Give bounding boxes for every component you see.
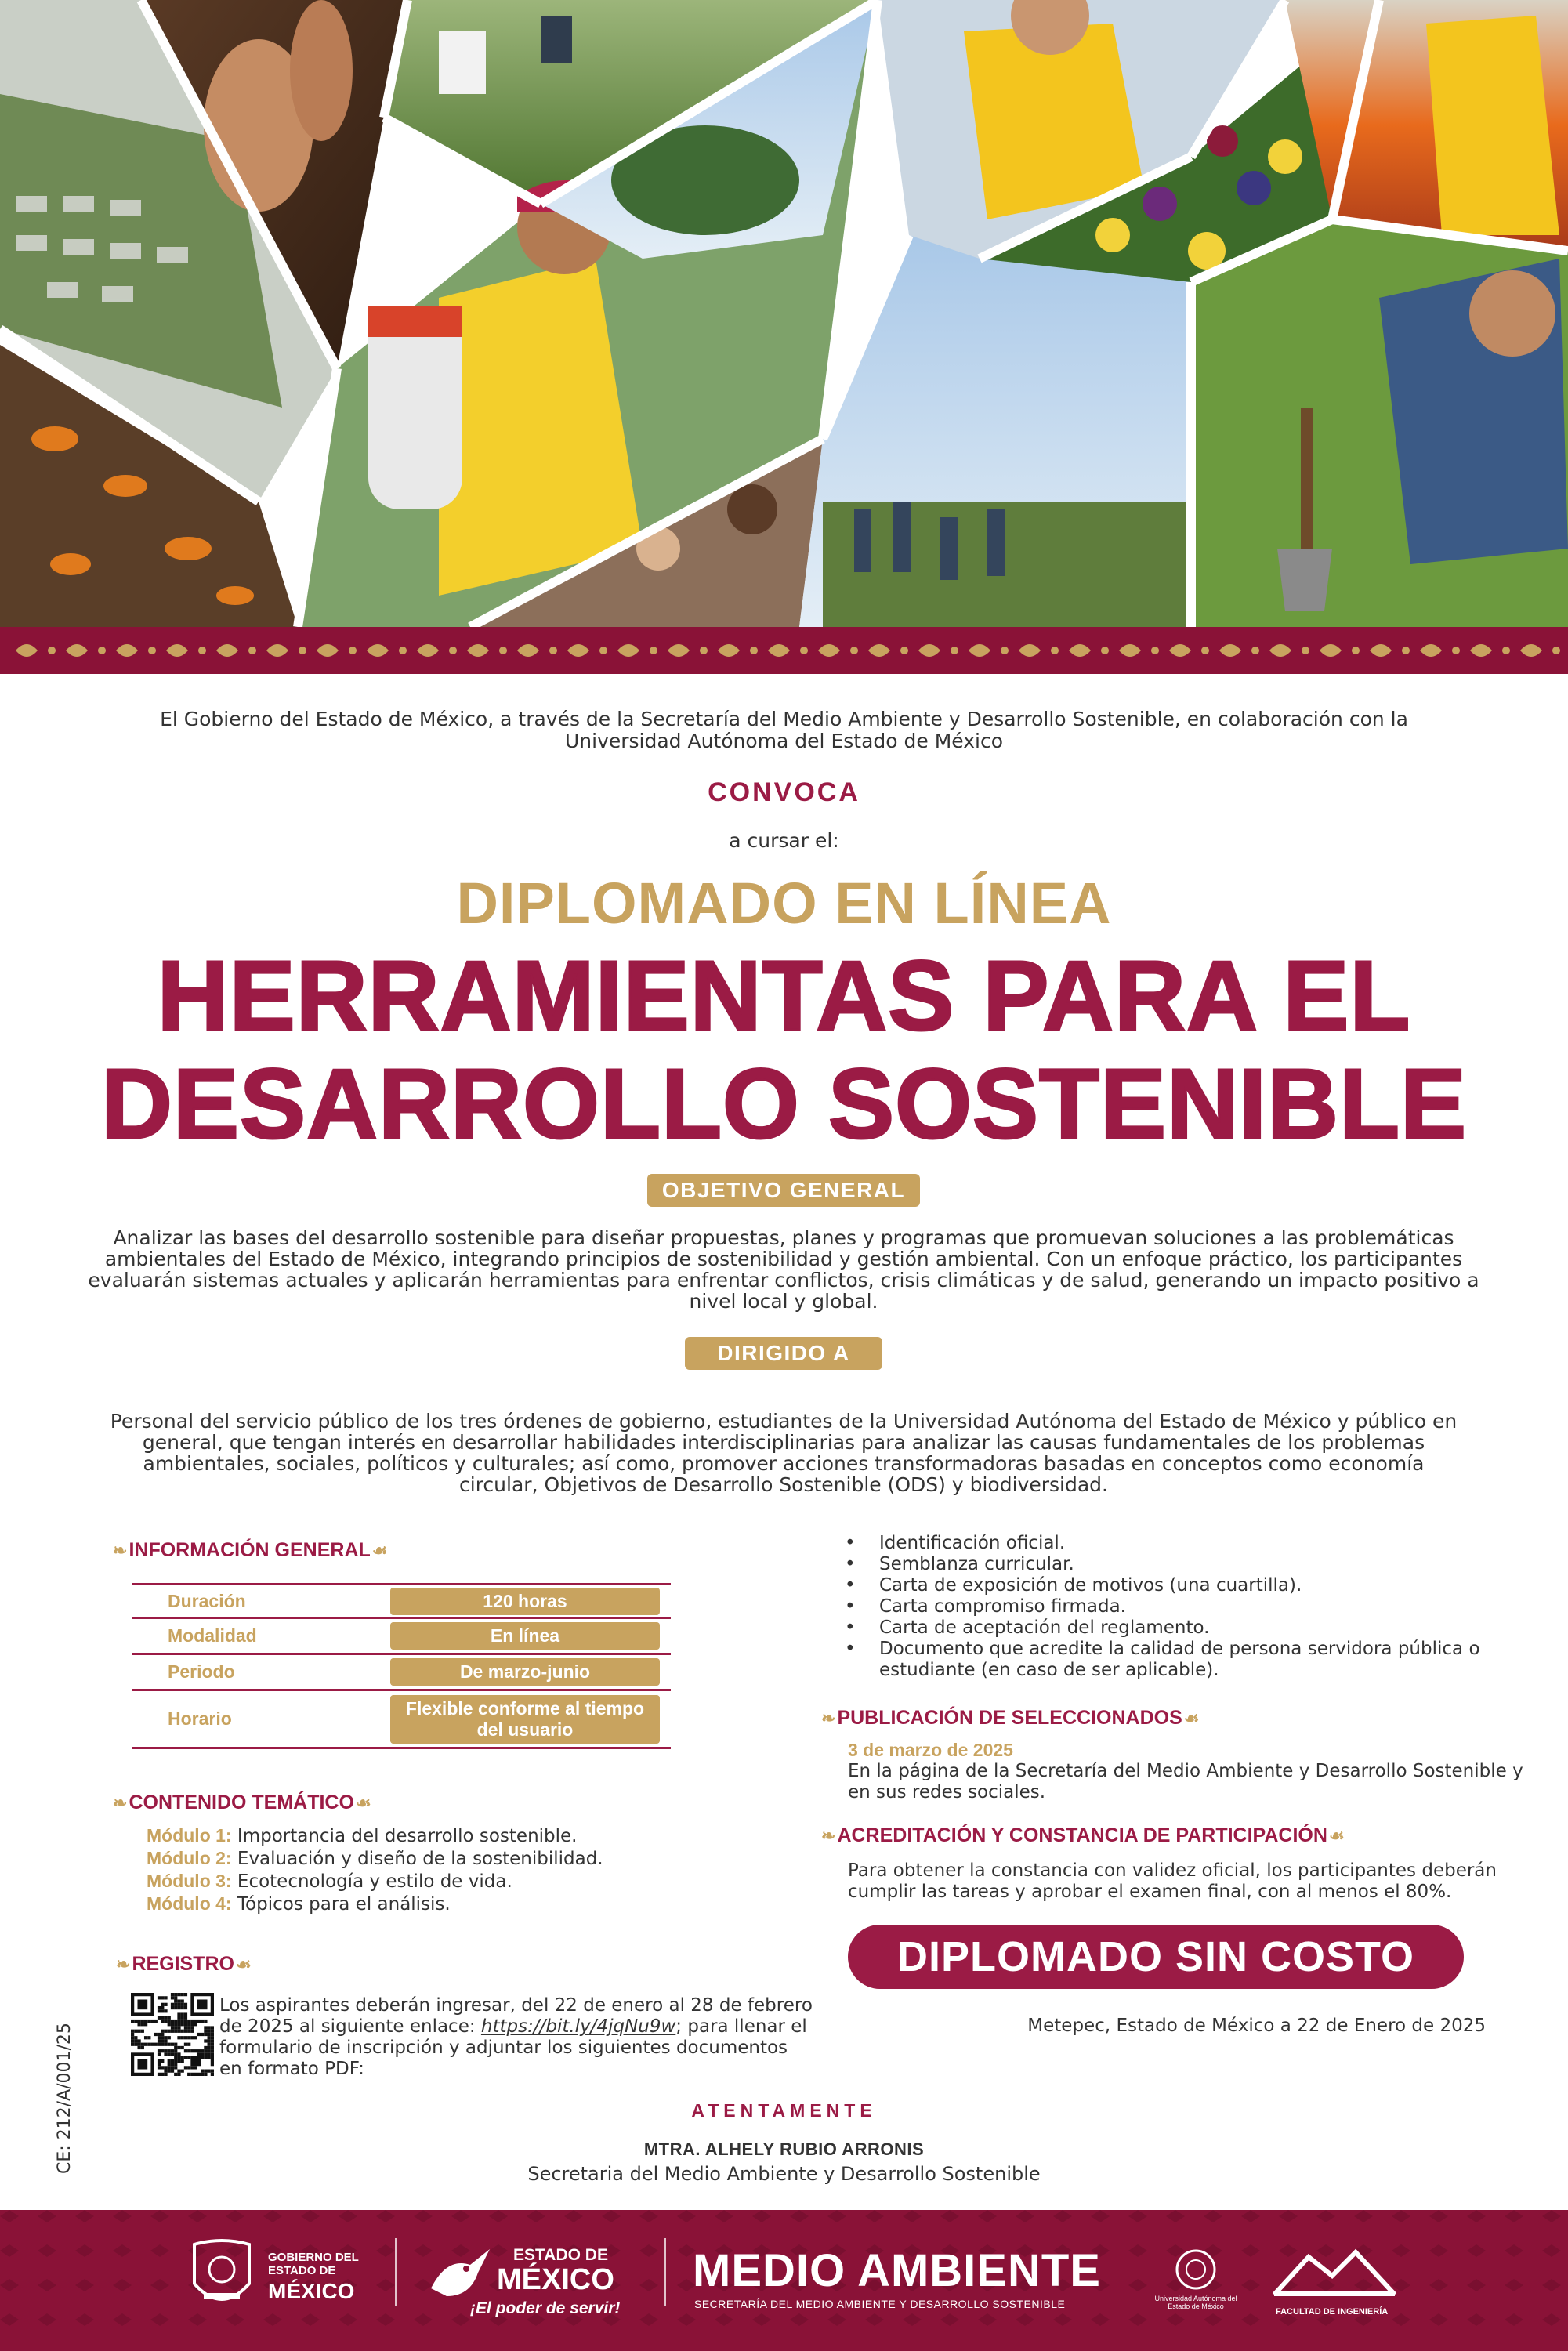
list-item (147, 1847, 603, 1870)
ornament-left-icon: ❧ (116, 1954, 131, 1974)
module-number: Módulo 1: (147, 1825, 232, 1846)
info-label: Periodo (168, 1661, 235, 1682)
module-number: Módulo 2: (147, 1848, 232, 1868)
documentos-list (845, 1533, 1534, 1681)
footer-band (0, 2210, 1568, 2351)
dirigido-heading: DIRIGIDO A (685, 1337, 882, 1370)
ornament-right-icon: ☙ (236, 1954, 252, 1974)
ornament-right-icon: ☙ (355, 1792, 371, 1813)
ornament-band-icon (0, 627, 1568, 674)
list-item (147, 1824, 603, 1847)
estado-line-1: ESTADO DE (513, 2246, 608, 2264)
module-number: Módulo 3: (147, 1871, 232, 1891)
title-line-2: DESARROLLO SOSTENIBLE (100, 1049, 1468, 1159)
publicacion-date: 3 de marzo de 2025 (848, 1740, 1013, 1760)
objetivo-text: Analizar las bases del desarrollo sostenible para diseñar propuestas, planes y programas que promuevan soluciones a las problemáticas ambientales del Estado de México, integrando principios de sostenibilidad y gestión ambiental. Con un enfoque práctico, los participantes evaluarán sistemas actuales y aplicarán herramientas para enfrentar conflictos, crisis climáticas y de salud, generando un impacto positivo a nivel local y global. (88, 1226, 1479, 1313)
list-item: • Carta de aceptación del reglamento. (845, 1617, 1534, 1639)
registro-heading-label: REGISTRO (132, 1953, 235, 1975)
ornament-left-icon: ❧ (821, 1825, 836, 1846)
photo-collage-icon (0, 0, 1568, 627)
dirigido-text: Personal del servicio público de los tres órdenes de gobierno, estudiantes de la Universidad Autónoma del Estado de México y público en general, que tengan interés en desarrollar habilidades interdisciplinarias para analizar las causas fundamentales de los problemas ambientales, sociales, políticos y culturales; así como, promover acciones transformadoras basadas en conceptos como economía circular, Objetivos de Desarrollo Sostenible (ODS) y biodiversidad. (110, 1410, 1458, 1496)
list-item (147, 1893, 603, 1915)
atentamente-label: ATENTAMENTE (691, 2100, 877, 2121)
qr-code-icon[interactable] (131, 1993, 214, 2076)
footer-divider (664, 2238, 666, 2306)
module-text: Ecotecnología y estilo de vida. (237, 1871, 512, 1892)
cursar-text: a cursar el: (729, 829, 839, 852)
info-label: Duración (168, 1590, 246, 1611)
registro-text-a: Los aspirantes deberán ingresar, del 22 de enero al 28 de febrero de 2025 al siguiente enlace: (219, 1995, 813, 2037)
list-item: • Carta de exposición de motivos (una cuartilla). (845, 1575, 1534, 1596)
convoca-heading: CONVOCA (708, 777, 860, 807)
title-line-1: HERRAMIENTAS PARA EL (157, 940, 1411, 1051)
info-row (132, 1619, 671, 1655)
module-text: Evaluación y diseño de la sostenibilidad. (237, 1849, 603, 1869)
info-row (132, 1655, 671, 1691)
gobierno-logo-text (268, 2251, 359, 2277)
ornament-right-icon: ☙ (371, 1540, 388, 1560)
estado-slogan: ¡El poder de servir! (470, 2299, 621, 2317)
registro-text (219, 1995, 815, 2080)
ornament-left-icon: ❧ (113, 1540, 128, 1560)
firmante-name: MTRA. ALHELY RUBIO ARRONIS (643, 2139, 925, 2159)
uaem-text: Universidad Autónoma del Estado de México (1154, 2295, 1237, 2310)
list-item: • Identificación oficial. (845, 1533, 1534, 1554)
publicacion-heading-label: PUBLICACIÓN DE SELECCIONADOS (837, 1707, 1182, 1729)
module-text: Tópicos para el análisis. (237, 1894, 451, 1914)
uaem-seal-icon (1174, 2248, 1218, 2291)
ornament-band (0, 627, 1568, 674)
gobierno-line-2: ESTADO DE (268, 2264, 336, 2277)
objetivo-heading: OBJETIVO GENERAL (647, 1174, 920, 1207)
diplomado-label: DIPLOMADO EN LÍNEA (456, 871, 1112, 936)
medio-ambiente-logo: MEDIO AMBIENTE (693, 2245, 1101, 2296)
info-row (132, 1583, 671, 1619)
list-item (147, 1870, 603, 1893)
registro-heading (116, 1953, 252, 1976)
medio-ambiente-sub: SECRETARÍA DEL MEDIO AMBIENTE Y DESARROLLO SOSTENIBLE (694, 2298, 1066, 2310)
sin-costo-banner: DIPLOMADO SIN COSTO (848, 1925, 1464, 1989)
facultad-text: FACULTAD DE INGENIERÍA (1276, 2307, 1389, 2317)
escudo-edomex-icon (186, 2237, 257, 2315)
module-text: Importancia del desarrollo sostenible. (237, 1826, 578, 1846)
estado-line-2: MÉXICO (497, 2263, 614, 2296)
info-label: Modalidad (168, 1625, 257, 1646)
modules-list (147, 1824, 603, 1915)
ce-code: CE: 212/A/001/25 (55, 2023, 74, 2174)
firmante-cargo: Secretaria del Medio Ambiente y Desarrollo Sostenible (527, 2163, 1041, 2185)
info-value: 120 horas (390, 1588, 660, 1615)
gobierno-line-3: MÉXICO (268, 2279, 355, 2303)
info-general-table (132, 1583, 671, 1749)
info-general-heading-label: INFORMACIÓN GENERAL (129, 1539, 371, 1561)
info-value: Flexible conforme al tiempo del usuario (390, 1695, 660, 1744)
acreditacion-heading (821, 1824, 1345, 1847)
info-row (132, 1691, 671, 1749)
hero-photo-collage (0, 0, 1568, 627)
info-value: En línea (390, 1622, 660, 1650)
registro-text-b: ; para llenar el formulario de inscripción y adjuntar los siguientes documentos en formato PDF: (219, 2016, 807, 2079)
contenido-heading-label: CONTENIDO TEMÁTICO (129, 1791, 354, 1813)
publicacion-text: En la página de la Secretaría del Medio Ambiente y Desarrollo Sostenible y en sus redes sociales. (848, 1761, 1523, 1802)
contenido-heading (113, 1791, 371, 1814)
registro-link[interactable]: https://bit.ly/4jqNu9w (480, 2016, 676, 2037)
intro-text: El Gobierno del Estado de México, a través de la Secretaría del Medio Ambiente y Desarrollo Sostenible, en colaboración con la Universidad Autónoma del Estado de México (160, 708, 1408, 752)
list-item: • Carta compromiso firmada. (845, 1596, 1534, 1617)
gobierno-line-1: GOBIERNO DEL (268, 2251, 359, 2264)
ornament-right-icon: ☙ (1183, 1708, 1200, 1728)
ornament-left-icon: ❧ (821, 1708, 836, 1728)
info-general-heading (113, 1539, 388, 1562)
ornament-left-icon: ❧ (113, 1792, 128, 1813)
info-value: De marzo-junio (390, 1658, 660, 1686)
list-item: • Semblanza curricular. (845, 1554, 1534, 1575)
acreditacion-heading-label: ACREDITACIÓN Y CONSTANCIA DE PARTICIPACIÓN (837, 1824, 1327, 1846)
acreditacion-text: Para obtener la constancia con validez oficial, los participantes deberán cumplir las tareas y aprobar el examen final, con al menos el 80%. (848, 1860, 1497, 1902)
publicacion-heading (821, 1707, 1199, 1730)
info-label: Horario (168, 1708, 232, 1729)
footer-divider (395, 2238, 397, 2306)
ornament-right-icon: ☙ (1328, 1825, 1345, 1846)
lugar-fecha: Metepec, Estado de México a 22 de Enero de 2025 (1027, 2016, 1486, 2036)
facultad-ingenieria-icon (1269, 2248, 1400, 2299)
module-number: Módulo 4: (147, 1893, 232, 1914)
list-item: • Documento que acredite la calidad de persona servidora pública o estudiante (en caso de ser aplicable). (845, 1639, 1534, 1681)
